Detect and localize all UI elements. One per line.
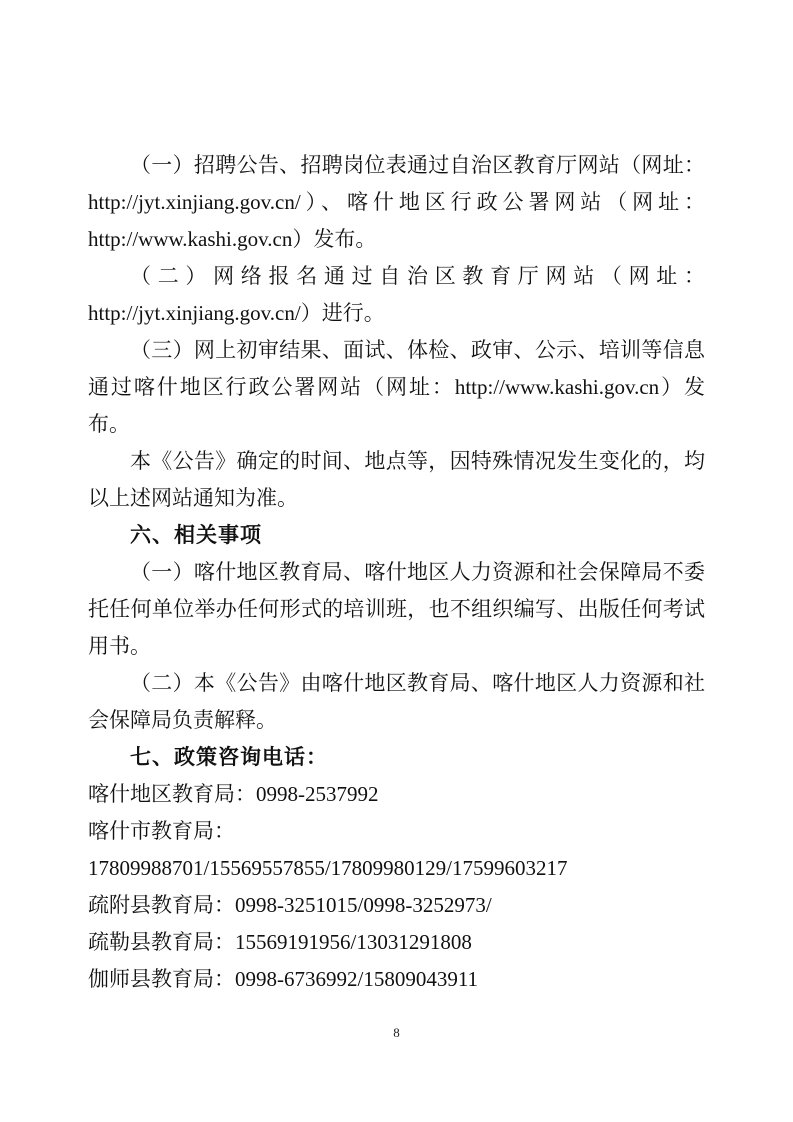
contact-line — [88, 961, 705, 998]
contact-office: 伽师县教育局： — [88, 967, 235, 991]
document-body — [88, 147, 705, 998]
url-text: http://www.kashi.gov.cn — [88, 227, 293, 251]
section-heading-related-matters: 六、相关事项 — [130, 524, 262, 547]
contact-phones: 17809988701/15569557855/17809980129/17599603217 — [88, 856, 568, 880]
paragraph-no-training-classes: （一）喀什地区教育局、喀什地区人力资源和社会保障局不委托任何单位举办任何形式的培训班，也不组织编写、出版任何考试用书。 — [88, 560, 705, 658]
contact-office: 喀什地区教育局： — [88, 782, 256, 806]
contact-phones: 0998-3251015/0998-3252973/ — [235, 893, 492, 917]
paragraph-text: （二）网络报名通过自治区教育厅网站（网址： — [130, 264, 705, 288]
contact-phones: 0998-6736992/15809043911 — [235, 967, 479, 991]
paragraph-text: （三）网上初审结果、面试、体检、政审、公示、培训等信息通过喀什地区行政公署网站（网址： — [88, 338, 705, 399]
contact-phones: 0998-2537992 — [256, 782, 379, 806]
paragraph-text: ）发布。 — [292, 227, 377, 251]
paragraph-text: ）、喀什地区行政公署网站（网址： — [300, 190, 705, 214]
url-text: http://jyt.xinjiang.gov.cn/ — [88, 301, 301, 325]
contact-line — [88, 813, 705, 887]
paragraph-text: ）发布。 — [88, 375, 706, 436]
contact-line — [88, 924, 705, 961]
paragraph-interpretation: （二）本《公告》由喀什地区教育局、喀什地区人力资源和社会保障局负责解释。 — [88, 671, 705, 732]
contact-office: 疏附县教育局： — [88, 893, 235, 917]
contact-line — [88, 887, 705, 924]
page-number: 8 — [393, 1025, 400, 1040]
paragraph-text: （一）招聘公告、招聘岗位表通过自治区教育厅网站（网址： — [130, 153, 705, 177]
contact-office: 喀什市教育局： — [88, 819, 235, 843]
paragraph-publish-channels — [88, 147, 705, 258]
paragraph-result-publication — [88, 332, 705, 443]
url-text: http://www.kashi.gov.cn — [454, 375, 660, 399]
section-heading-policy-phone: 七、政策咨询电话： — [130, 746, 328, 769]
paragraph-online-registration — [88, 258, 705, 332]
url-text: http://jyt.xinjiang.gov.cn/ — [88, 190, 301, 214]
contact-phones: 15569191956/13031291808 — [235, 930, 472, 954]
contact-line — [88, 776, 705, 813]
paragraph-change-notice: 本《公告》确定的时间、地点等，因特殊情况发生变化的，均以上述网站通知为准。 — [88, 449, 705, 510]
paragraph-text: ）进行。 — [300, 301, 385, 325]
contact-office: 疏勒县教育局： — [88, 930, 235, 954]
